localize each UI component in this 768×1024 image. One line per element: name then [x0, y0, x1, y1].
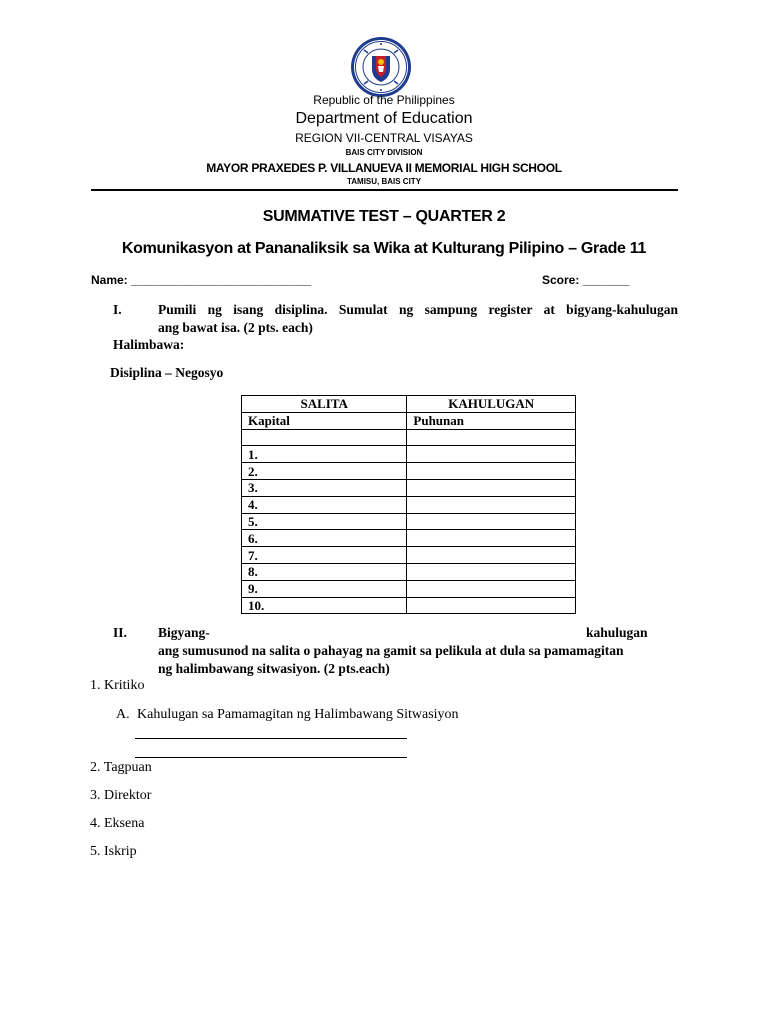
table-row — [242, 496, 576, 513]
table-row — [242, 547, 576, 564]
answer-cell[interactable] — [407, 496, 576, 513]
section-2-word-bigyang: Bigyang- — [158, 625, 210, 640]
row-number: 3. — [242, 479, 407, 496]
deped-seal-logo — [350, 36, 412, 98]
section-2-instruction-line3: ng halimbawang sitwasiyon. (2 pts.each) — [158, 661, 390, 676]
row-number: 1. — [242, 446, 407, 463]
answer-cell[interactable] — [407, 463, 576, 480]
example-label: Halimbawa: — [113, 337, 185, 352]
table-row — [242, 563, 576, 580]
answer-cell[interactable] — [407, 446, 576, 463]
school-name: MAYOR PRAXEDES P. VILLANUEVA II MEMORIAL HIGH SCHOOL — [206, 161, 562, 175]
table-row — [242, 429, 576, 446]
school-address: TAMISU, BAIS CITY — [346, 177, 422, 186]
row-number: 2. — [242, 463, 407, 480]
answer-cell[interactable] — [407, 479, 576, 496]
region-line: REGION VII-CENTRAL VISAYAS — [295, 131, 473, 145]
header-salita: SALITA — [242, 396, 407, 413]
score-field[interactable] — [542, 273, 629, 287]
discipline-label: Disiplina – Negosyo — [110, 365, 224, 380]
division-line: BAIS CITY DIVISION — [345, 148, 423, 157]
blank-cell[interactable] — [242, 429, 407, 446]
list-item: 5. Iskrip — [90, 844, 137, 859]
table-row — [242, 580, 576, 597]
table-row — [242, 412, 576, 429]
header-divider — [91, 189, 678, 191]
section-1-instruction-line2: ang bawat isa. (2 pts. each) — [158, 320, 313, 335]
list-item: 1. Kritiko — [90, 678, 145, 693]
department-line: Department of Education — [295, 110, 473, 127]
register-table — [241, 395, 576, 614]
example-meaning: Puhunan — [407, 412, 576, 429]
table-row — [242, 530, 576, 547]
answer-cell[interactable] — [407, 547, 576, 564]
subject-title: Komunikasyon at Pananaliksik sa Wika at Kulturang Pilipino – Grade 11 — [121, 240, 647, 257]
test-title: SUMMATIVE TEST – QUARTER 2 — [262, 208, 506, 225]
section-1-instruction-line1: Pumili ng isang disiplina. Sumulat ng sampung register at bigyang-kahulugan — [158, 302, 678, 317]
answer-line[interactable] — [135, 738, 407, 739]
name-label: Name: — [91, 273, 128, 287]
section-2-word-kahulugan: kahulugan — [586, 625, 648, 640]
row-number: 9. — [242, 580, 407, 597]
row-number: 6. — [242, 530, 407, 547]
section-1-number: I. — [113, 302, 122, 317]
table-header-row — [242, 396, 576, 413]
list-item: 4. Eksena — [90, 816, 145, 831]
table-row — [242, 479, 576, 496]
sub-item-text: Kahulugan sa Pamamagitan ng Halimbawang Sitwasiyon — [137, 707, 459, 722]
republic-line: Republic of the Philippines — [313, 93, 455, 107]
example-word: Kapital — [242, 412, 407, 429]
row-number: 8. — [242, 563, 407, 580]
name-blank[interactable]: ___________________________ — [131, 273, 312, 287]
row-number: 5. — [242, 513, 407, 530]
name-field[interactable] — [91, 273, 311, 287]
list-item: 3. Direktor — [90, 788, 152, 803]
score-blank[interactable]: _______ — [582, 273, 630, 287]
answer-cell[interactable] — [407, 580, 576, 597]
answer-cell[interactable] — [407, 530, 576, 547]
score-label: Score: — [542, 273, 580, 287]
answer-line[interactable] — [135, 757, 407, 758]
sub-item-letter: A. — [116, 707, 130, 722]
row-number: 10. — [242, 597, 407, 614]
section-2-instruction-line2: ang sumusunod na salita o pahayag na gamit sa pelikula at dula sa pamamagitan — [158, 643, 624, 658]
table-row — [242, 446, 576, 463]
table-row — [242, 597, 576, 614]
row-number: 4. — [242, 496, 407, 513]
answer-cell[interactable] — [407, 563, 576, 580]
list-item: 2. Tagpuan — [90, 760, 152, 775]
header-kahulugan: KAHULUGAN — [407, 396, 576, 413]
answer-cell[interactable] — [407, 597, 576, 614]
blank-cell[interactable] — [407, 429, 576, 446]
section-2-number: II. — [113, 625, 127, 640]
table-row — [242, 513, 576, 530]
row-number: 7. — [242, 547, 407, 564]
table-row — [242, 463, 576, 480]
answer-cell[interactable] — [407, 513, 576, 530]
